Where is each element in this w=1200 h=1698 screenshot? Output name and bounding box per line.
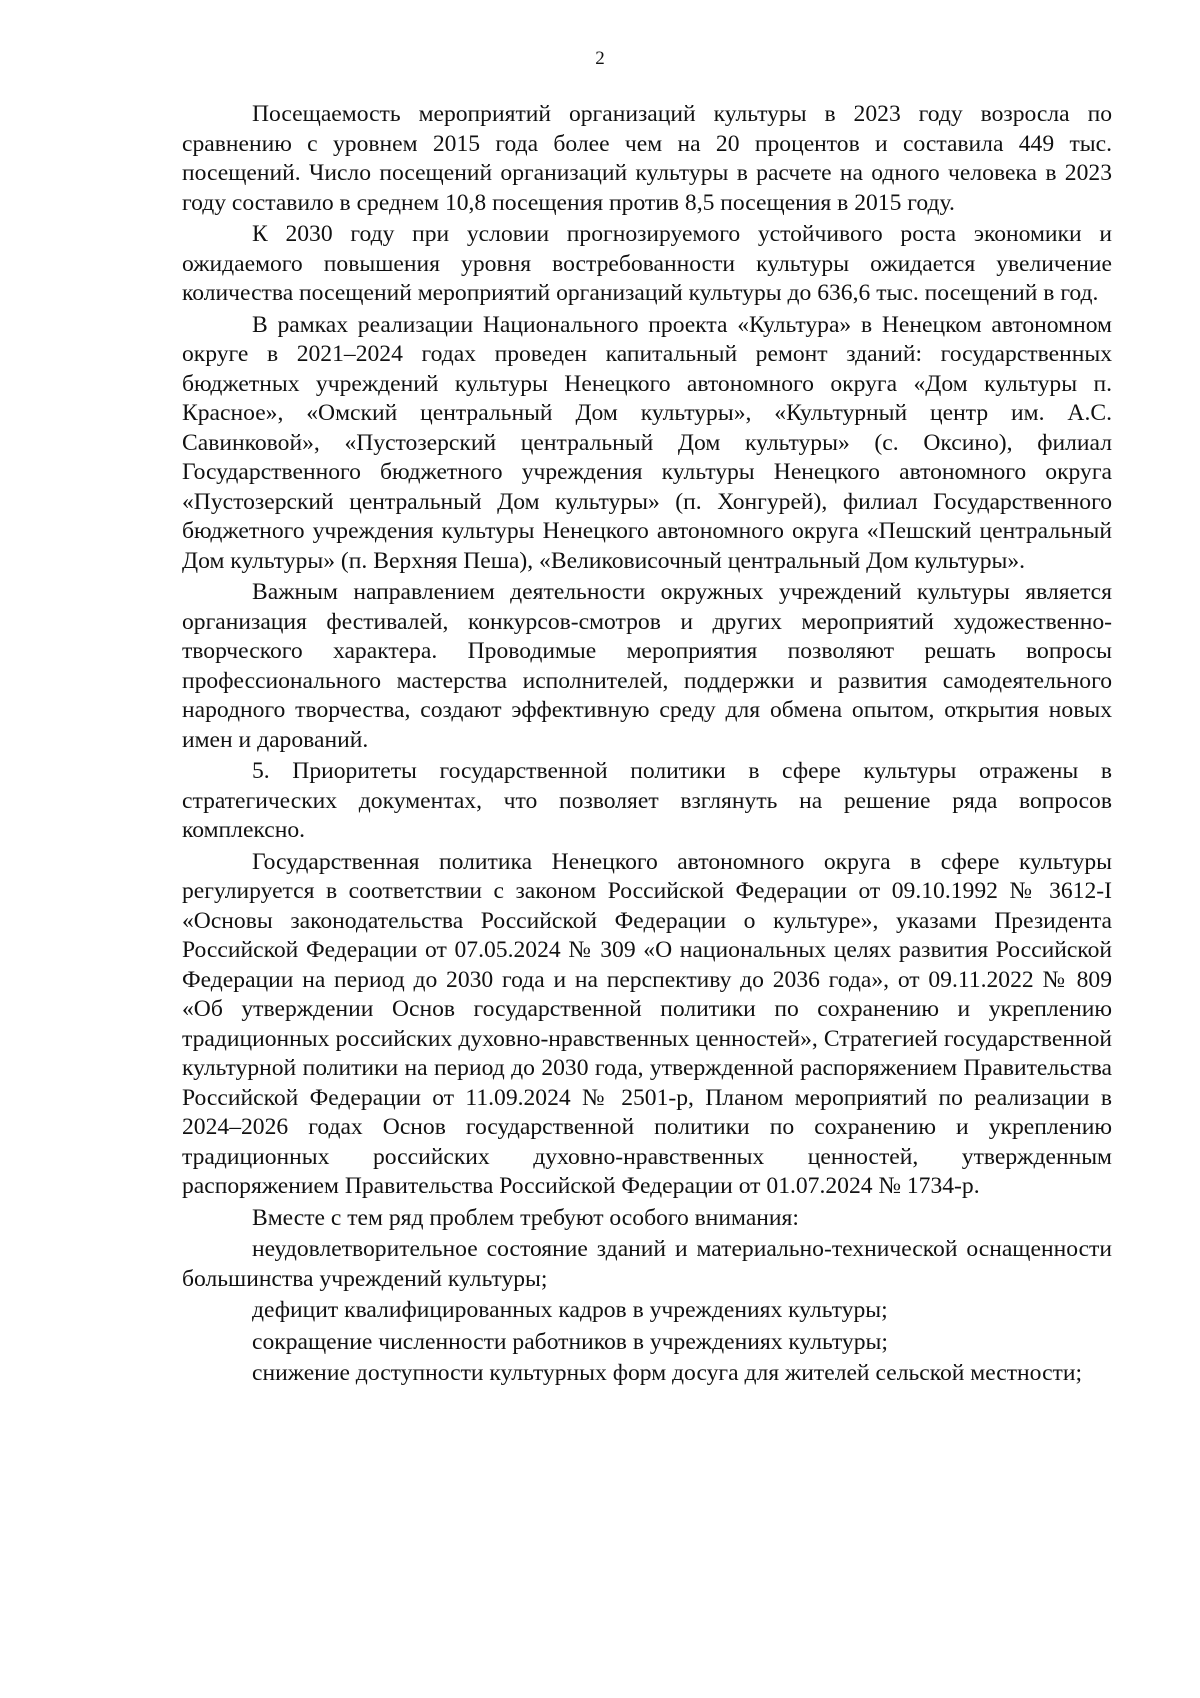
paragraph-festivals: Важным направлением деятельности окружных учреждений культуры является организация фестивалей, конкурсов-смотров и других мероприятий художественно-творческого характера. Проводимые мероприятия позволяют решать вопросы профессионального мастерства исполнителей, поддержки и развития самодеятельного народного творчества, создают эффективную среду для обмена опытом, открытия новых имен и дарований. (182, 579, 1112, 753)
page-number: 2 (595, 48, 605, 69)
paragraph-problems-intro: Вместе с тем ряд проблем требуют особого внимания: (252, 1204, 799, 1231)
paragraph-state-policy: Государственная политика Ненецкого автономного округа в сфере культуры регулируется в соответствии с законом Российской Федерации от 09.10.1992 № 3612-I «Основы законодательства Российской Федерации о культуре», указами Президента Российской Федерации от 07.05.2024 № 309 «О национальных целях развития Российской Федерации на период до 2030 года и на перспективу до 2036 года», от 09.11.2022 № 809 «Об утверждении Основ государственной политики по сохранению и укреплению традиционных российских духовно-нравственных ценностей», Стратегией государственной культурной политики на период до 2030 года, утвержденной распоряжением Правительства Российской Федерации от 11.09.2024 № 2501-р, Планом мероприятий по реализации в 2024–2026 годах Основ государственной политики по сохранению и укреплению традиционных российских духовно-нравственных ценностей, утвержденным распоряжением Правительства Российской Федерации от 01.07.2024 № 1734-р. (182, 848, 1112, 1199)
list-item-buildings: неудовлетворительное состояние зданий и материально-технической оснащенности большинства учреждений культуры; (182, 1236, 1112, 1292)
paragraph-forecast-2030: К 2030 году при условии прогнозируемого устойчивого роста экономики и ожидаемого повышения уровня востребованности культуры ожидается увеличение количества посещений мероприятий организаций культуры до 636,6 тыс. посещений в год. (182, 221, 1112, 306)
list-item-staff-shortage: дефицит квалифицированных кадров в учреждениях культуры; (252, 1297, 888, 1323)
paragraph-national-project: В рамках реализации Национального проекта «Культура» в Ненецком автономном округе в 2021–2024 годах проведен капитальный ремонт зданий: государственных бюджетных учреждений культуры Ненецкого автономного округа «Дом культуры п. Красное», «Омский центральный Дом культуры», «Культурный центр им. А.С. Савинковой», «Пустозерский центральный Дом культуры» (с. Оксино), филиал Государственного бюджетного учреждения культуры Ненецкого автономного округа «Пустозерский центральный Дом культуры» (п. Хонгурей), филиал Государственного бюджетного учреждения культуры Ненецкого автономного округа «Пешский центральный Дом культуры» (п. Верхняя Пеша), «Великовисочный центральный Дом культуры». (182, 311, 1112, 574)
paragraph-attendance: Посещаемость мероприятий организаций культуры в 2023 году возросла по сравнению с уровнем 2015 года более чем на 20 процентов и составила 449 тыс. посещений. Число посещений организаций культуры в расчете на одного человека в 2023 году составило в среднем 10,8 посещения против 8,5 посещения в 2015 году. (182, 101, 1112, 216)
paragraph-priorities: 5. Приоритеты государственной политики в сфере культуры отражены в стратегических документах, что позволяет взглянуть на решение ряда вопросов комплексно. (182, 758, 1112, 843)
list-item-rural-access: снижение доступности культурных форм досуга для жителей сельской местности; (252, 1360, 1083, 1386)
document-body (182, 100, 1112, 1391)
list-item-staff-reduction: сокращение численности работников в учреждениях культуры; (252, 1328, 888, 1355)
